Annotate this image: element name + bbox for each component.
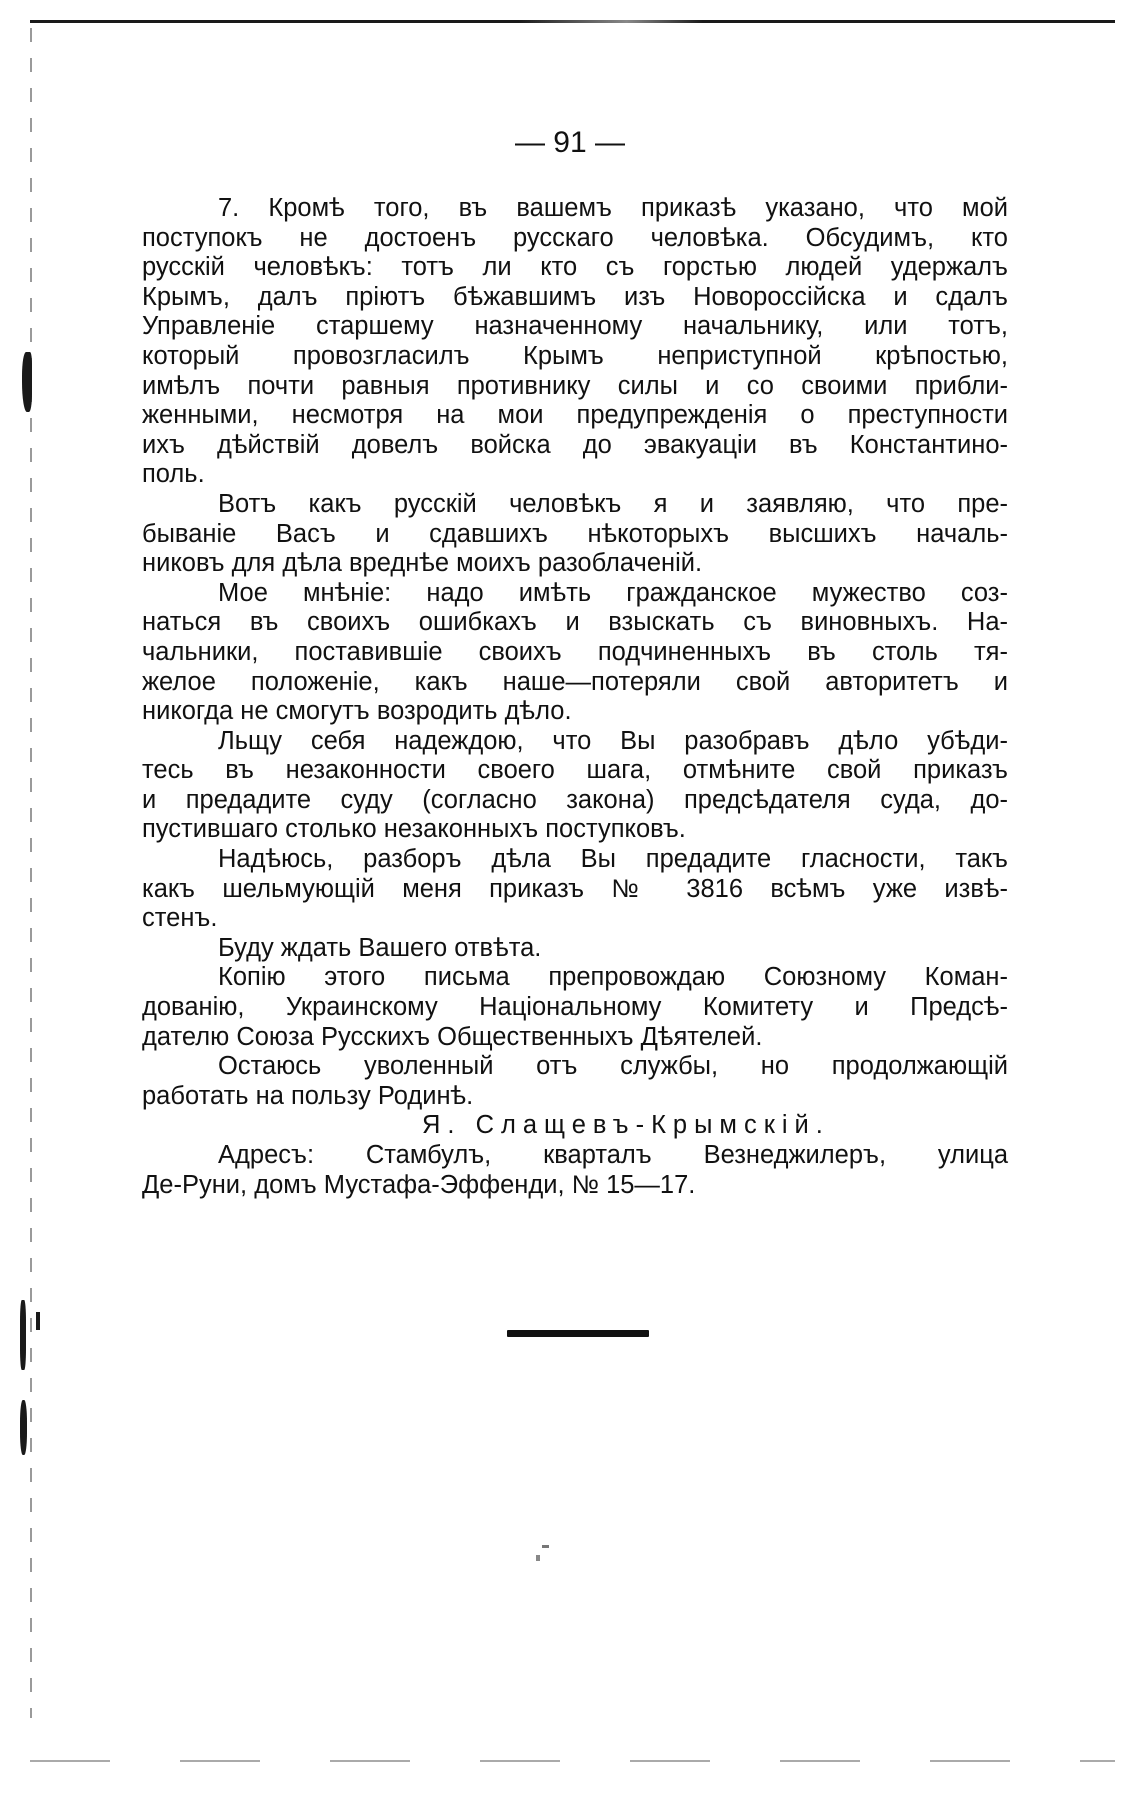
text-line: женными, несмотря на мои предупрежденія о преступности [142,401,1008,430]
text-line: Надѣюсь, разборъ дѣла Вы предадите гласности, такъ [218,845,1008,874]
letter-text-block [142,194,1008,1200]
text-line: дателю Союза Русскихъ Общественныхъ Дѣятелей. [142,1022,763,1051]
text-line: русскій человѣкъ: тотъ ли кто съ горстью людей удержалъ [142,253,1008,282]
text-line: какъ шельмующій меня приказъ № 3816 всѣмъ уже извѣ- [142,874,1008,903]
text-line: тесь въ незаконности своего шага, отмѣните свой приказъ [142,756,1008,785]
text-line: и предадите суду (согласно закона) предсѣдателя суда, до- [142,785,1008,814]
text-line: Льщу себя надеждою, что Вы разобравъ дѣло убѣди- [218,726,1008,755]
text-line: желое положеніе, какъ наше—потеряли свой авторитетъ и [142,667,1008,696]
text-line: Копію этого письма препровождаю Союзному Коман- [218,963,1008,992]
text-line: никогда не смогутъ возродить дѣло. [142,697,572,726]
text-line: Де-Руни, домъ Мустафа-Эффенди, № 15—17. [142,1170,696,1199]
text-line: который провозгласилъ Крымъ неприступной крѣпостью, [142,341,1008,370]
text-line: Остаюсь уволенный отъ службы, но продолжающій [218,1052,1008,1081]
margin-mark [22,352,32,412]
margin-mark [20,1300,26,1370]
text-line: наться въ своихъ ошибкахъ и взыскать съ виновныхъ. На- [142,608,1008,637]
bottom-edge-rule [30,1760,1115,1762]
text-line: имѣлъ почти равныя противнику силы и со своими прибли- [142,371,1008,400]
top-edge-rule [30,20,1115,23]
text-line: чальники, поставившіе своихъ подчиненныхъ въ столь тя- [142,637,1008,666]
text-line: стенъ. [142,904,218,933]
left-edge-shadow [30,28,32,1718]
text-line: работать на пользу Родинѣ. [142,1081,474,1110]
signature-line: Я. Слащевъ-Крымскій. [422,1111,830,1140]
text-line: 7. Кромѣ того, въ вашемъ приказѣ указано, что мой [218,194,1008,222]
text-line: поступокъ не достоенъ русскаго человѣка. Обсудимъ, кто [142,223,1008,252]
text-line: ихъ дѣйствій довелъ войска до эвакуаціи въ Константино- [142,430,1008,459]
page-number: — 91 — [514,126,626,159]
text-line: бываніе Васъ и сдавшихъ нѣкоторыхъ высшихъ началь- [142,519,1008,548]
margin-mark [36,1312,40,1330]
text-line: Управленіе старшему назначенному начальнику, или тотъ, [142,312,1008,341]
margin-mark [542,1545,549,1548]
text-line: пустившаго столько незаконныхъ поступковъ. [142,815,686,844]
text-line: Мое мнѣніе: надо имѣть гражданское мужество соз- [218,578,1008,607]
text-line: Буду ждать Вашего отвѣта. [218,933,542,962]
text-line: дованію, Украинскому Національному Комитету и Предсѣ- [142,993,1008,1022]
text-line: Крымъ, далъ пріютъ бѣжавшимъ изъ Новороссійска и сдалъ [142,282,1008,311]
text-line: поль. [142,460,205,489]
margin-mark [20,1400,27,1455]
text-line: никовъ для дѣла вреднѣе моихъ разоблаченій. [142,549,703,578]
text-line: Вотъ какъ русскій человѣкъ я и заявляю, что пре- [218,489,1008,518]
margin-mark [536,1555,540,1561]
end-rule [507,1330,649,1337]
text-line: Адресъ: Стамбулъ, кварталъ Везнеджилеръ, улица [218,1141,1008,1169]
